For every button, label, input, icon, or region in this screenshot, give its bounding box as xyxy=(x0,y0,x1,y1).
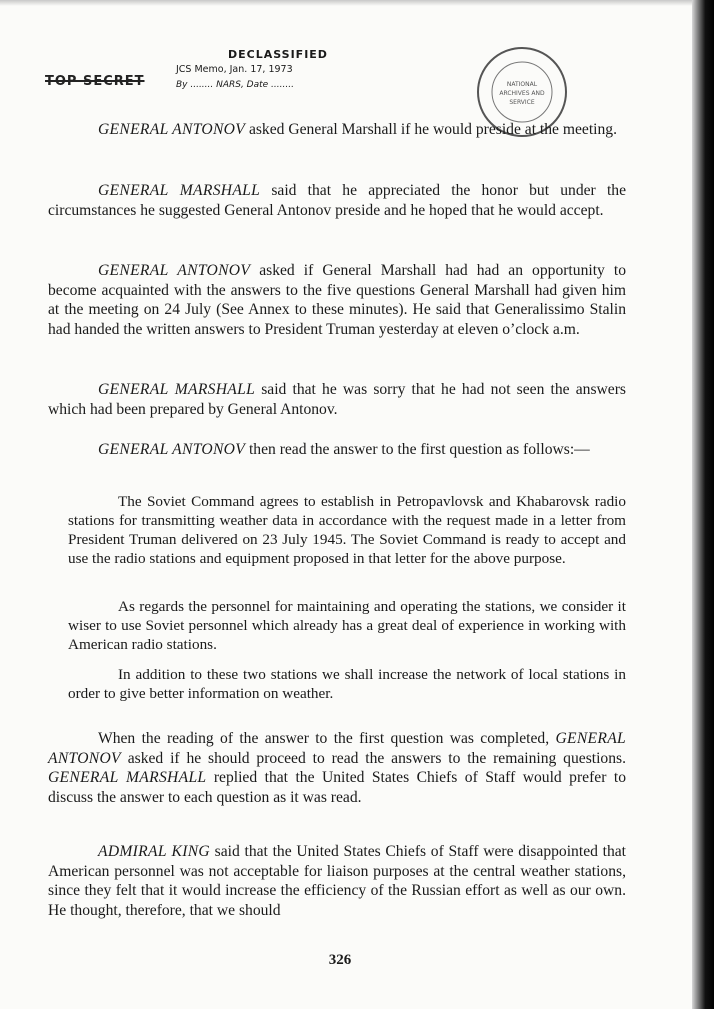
quoted-answer-2 xyxy=(68,597,626,654)
paragraph-text: said that he appreciated the honor but under the circumstances he suggested General Antonov preside and he hoped that he would accept. xyxy=(48,182,626,219)
seal-text-mid: ARCHIVES AND xyxy=(499,90,545,97)
speaker-name: GENERAL ANTONOV xyxy=(98,121,246,138)
declassified-label: DECLASSIFIED xyxy=(228,48,328,61)
authority-line: JCS Memo, Jan. 17, 1973 xyxy=(176,64,293,75)
paragraph-text: said that the United States Chiefs of Staff were disappointed that American personnel was not acceptable for liaison purposes at the central weather stations, since they felt that it would increase the efficiency of the Russian effort as well as our own. He thought, therefore, that we should xyxy=(48,843,626,919)
speaker-name: GENERAL ANTONOV xyxy=(48,730,626,767)
speaker-name: GENERAL ANTONOV xyxy=(98,262,251,279)
speaker-name: GENERAL MARSHALL xyxy=(98,381,256,398)
scan-top-shadow xyxy=(0,0,714,6)
paragraph-text: replied that the United States Chiefs of Staff would prefer to discuss the answer to each question as it was read. xyxy=(48,769,626,806)
by-line: By ........ NARS, Date ........ xyxy=(176,80,294,90)
seal-text-bot: SERVICE xyxy=(509,99,535,106)
speaker-name: GENERAL ANTONOV xyxy=(98,441,246,458)
paragraph-text: When the reading of the answer to the first question was completed, xyxy=(98,730,556,747)
speaker-name: GENERAL MARSHALL xyxy=(48,769,207,786)
quoted-answer-3 xyxy=(68,665,626,703)
paragraph-text: asked if General Marshall had had an opportunity to become acquainted with the answers to the five questions General Marshall had given him at the meeting on 24 July (See Annex to these minutes). He said that Generalissimo Stalin had handed the written answers to President Truman yesterday at eleven o’clock a.m. xyxy=(48,262,626,338)
paragraph-text: said that he was sorry that he had not seen the answers which had been prepared by General Antonov. xyxy=(48,381,626,418)
paragraph-3 xyxy=(48,261,626,339)
quoted-answer-1 xyxy=(68,492,626,568)
seal-text-top: NATIONAL xyxy=(506,81,538,88)
speaker-name: GENERAL MARSHALL xyxy=(98,182,261,199)
paragraph-6 xyxy=(48,729,626,807)
quote-text: In addition to these two stations we shall increase the network of local stations in order to give better information on weather. xyxy=(68,666,626,702)
paragraph-2 xyxy=(48,181,626,220)
classification-marking: TOP SECRET xyxy=(45,74,145,89)
paragraph-5 xyxy=(48,440,626,460)
paragraph-text: asked General Marshall if he would preside at the meeting. xyxy=(245,121,618,138)
paragraph-4 xyxy=(48,380,626,419)
paragraph-1 xyxy=(48,120,626,140)
speaker-name: ADMIRAL KING xyxy=(98,843,210,860)
quote-text: The Soviet Command agrees to establish in Petropavlovsk and Khabarovsk radio stations for transmitting weather data in accordance with the request made in a letter from President Truman delivered on 23 July 1945. The Soviet Command is ready to accept and use the radio stations and equipment proposed in that letter for the above purpose. xyxy=(68,493,626,567)
paragraph-text: asked if he should proceed to read the answers to the remaining questions. xyxy=(120,749,626,767)
declassification-stamp xyxy=(176,48,328,92)
paragraph-text: then read the answer to the first question as follows:— xyxy=(245,441,590,458)
page-number: 326 xyxy=(328,952,352,968)
quote-text: As regards the personnel for maintaining and operating the stations, we consider it wiser to use Soviet personnel which already has a great deal of experience in working with American radio stations. xyxy=(68,598,626,653)
scan-right-edge xyxy=(692,0,714,1009)
paragraph-7 xyxy=(48,842,626,920)
